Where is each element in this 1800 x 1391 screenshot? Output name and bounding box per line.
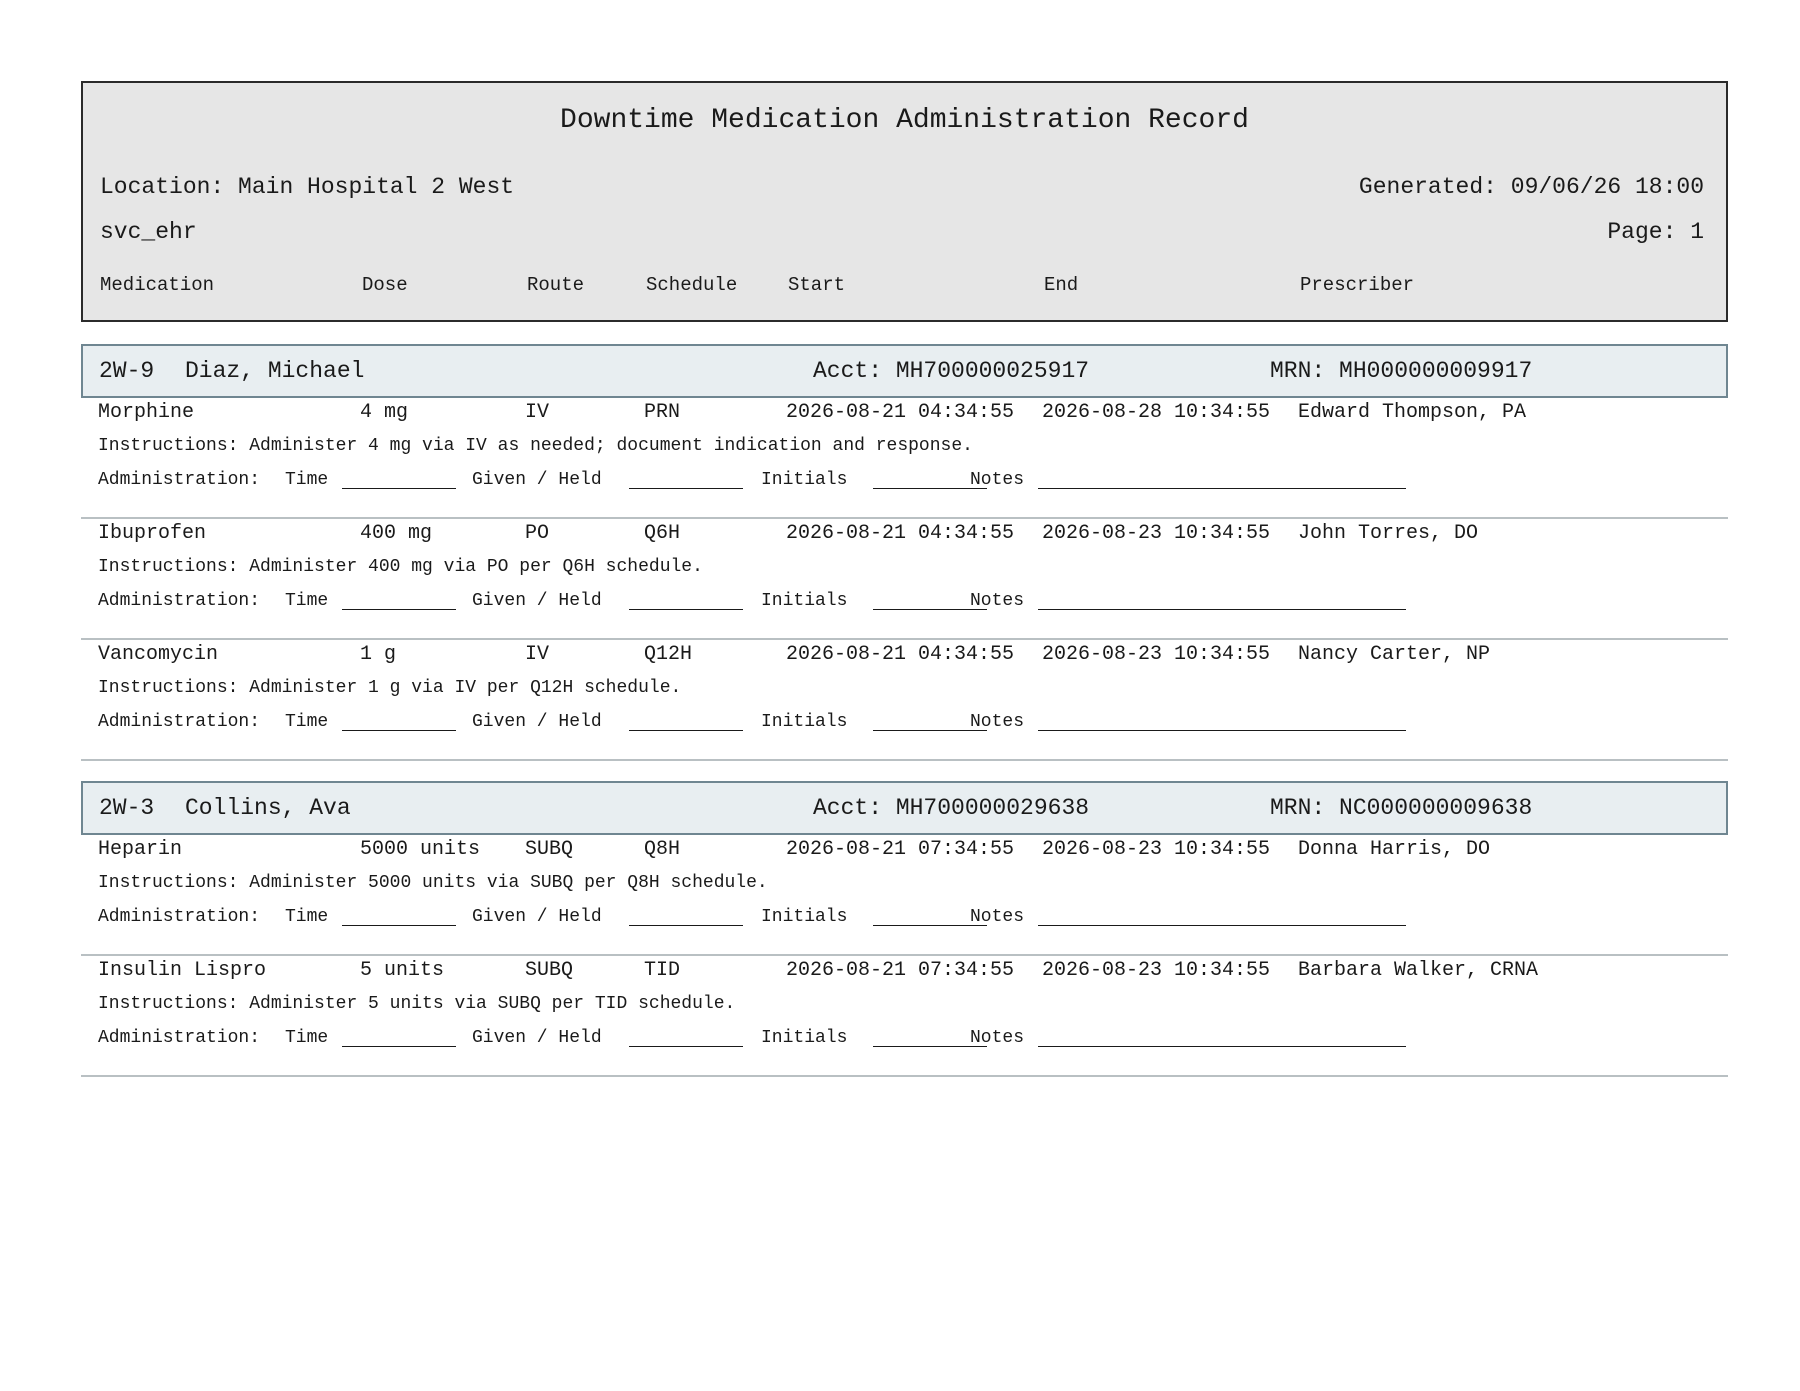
- medication-end: 2026-08-23 10:34:55: [1042, 522, 1271, 545]
- given-held-entry-line[interactable]: [629, 730, 743, 731]
- patient-bed: 2W-9: [99, 358, 155, 384]
- initials-entry-line[interactable]: [873, 609, 987, 610]
- column-header-end: End: [1044, 274, 1079, 296]
- patient-mrn: MRN: NC000000009638: [1270, 795, 1533, 821]
- medication-prescriber: Edward Thompson, PA: [1298, 401, 1527, 424]
- medication-dose: 5000 units: [360, 838, 481, 861]
- medication-end: 2026-08-28 10:34:55: [1042, 401, 1271, 424]
- admin-label: Administration:: [98, 591, 261, 611]
- medication-start: 2026-08-21 07:34:55: [786, 959, 1015, 982]
- notes-label: Notes: [970, 907, 1025, 927]
- mar-page: [81, 81, 1728, 1077]
- patient-section: [81, 344, 1728, 761]
- patient-header: [81, 344, 1728, 398]
- medication-start: 2026-08-21 04:34:55: [786, 643, 1015, 666]
- medication-name: Insulin Lispro: [98, 959, 267, 982]
- given-held-entry-line[interactable]: [629, 1046, 743, 1047]
- column-header-schedule: Schedule: [646, 274, 738, 296]
- medication-prescriber: Barbara Walker, CRNA: [1298, 959, 1539, 982]
- medication-route: IV: [525, 401, 550, 424]
- time-label: Time: [285, 1028, 329, 1048]
- medication-entry: [81, 398, 1728, 519]
- admin-label: Administration:: [98, 712, 261, 732]
- medication-end: 2026-08-23 10:34:55: [1042, 643, 1271, 666]
- admin-label: Administration:: [98, 470, 261, 490]
- column-header-route: Route: [527, 274, 585, 296]
- medication-dose: 4 mg: [360, 401, 409, 424]
- report-title: Downtime Medication Administration Record: [560, 105, 1249, 136]
- given-held-label: Given / Held: [472, 470, 602, 490]
- medication-instructions: Instructions: Administer 400 mg via PO per Q6H schedule.: [98, 557, 703, 577]
- admin-label: Administration:: [98, 1028, 261, 1048]
- patient-account: Acct: MH700000025917: [813, 358, 1090, 384]
- medication-route: SUBQ: [525, 838, 574, 861]
- patient-mrn: MRN: MH000000009917: [1270, 358, 1533, 384]
- medication-entry: [81, 835, 1728, 956]
- notes-label: Notes: [970, 470, 1025, 490]
- given-held-label: Given / Held: [472, 591, 602, 611]
- patient-account: Acct: MH700000029638: [813, 795, 1090, 821]
- patient-list: [81, 344, 1728, 1077]
- patient-name: Diaz, Michael: [185, 358, 365, 384]
- generated-value: 09/06/26 18:00: [1510, 174, 1704, 200]
- medication-instructions: Instructions: Administer 5000 units via SUBQ per Q8H schedule.: [98, 873, 768, 893]
- medication-entry: [81, 640, 1728, 761]
- notes-label: Notes: [970, 712, 1025, 732]
- patient-bed: 2W-3: [99, 795, 155, 821]
- admin-label: Administration:: [98, 907, 261, 927]
- medication-name: Vancomycin: [98, 643, 219, 666]
- column-header-dose: Dose: [362, 274, 408, 296]
- time-entry-line[interactable]: [342, 488, 456, 489]
- time-label: Time: [285, 591, 329, 611]
- notes-entry-line[interactable]: [1038, 609, 1406, 610]
- given-held-entry-line[interactable]: [629, 925, 743, 926]
- generated-line: [1359, 172, 1704, 202]
- time-label: Time: [285, 712, 329, 732]
- medication-dose: 5 units: [360, 959, 445, 982]
- initials-label: Initials: [761, 470, 848, 490]
- location-line: [100, 172, 514, 202]
- medication-prescriber: John Torres, DO: [1298, 522, 1479, 545]
- given-held-label: Given / Held: [472, 712, 602, 732]
- medication-entry: [81, 519, 1728, 640]
- medication-instructions: Instructions: Administer 5 units via SUBQ per TID schedule.: [98, 994, 736, 1014]
- medication-schedule: Q6H: [644, 522, 681, 545]
- report-header: [81, 81, 1728, 322]
- initials-label: Initials: [761, 712, 848, 732]
- given-held-label: Given / Held: [472, 907, 602, 927]
- notes-entry-line[interactable]: [1038, 488, 1406, 489]
- time-entry-line[interactable]: [342, 1046, 456, 1047]
- medication-dose: 400 mg: [360, 522, 433, 545]
- medication-dose: 1 g: [360, 643, 397, 666]
- user-id: svc_ehr: [100, 219, 197, 245]
- medication-instructions: Instructions: Administer 1 g via IV per Q12H schedule.: [98, 678, 682, 698]
- medication-name: Heparin: [98, 838, 183, 861]
- column-header-medication: Medication: [100, 274, 215, 296]
- time-label: Time: [285, 470, 329, 490]
- medication-route: PO: [525, 522, 550, 545]
- time-label: Time: [285, 907, 329, 927]
- patient-name: Collins, Ava: [185, 795, 351, 821]
- notes-label: Notes: [970, 591, 1025, 611]
- medication-name: Morphine: [98, 401, 195, 424]
- medication-entry: [81, 956, 1728, 1077]
- time-entry-line[interactable]: [342, 730, 456, 731]
- time-entry-line[interactable]: [342, 609, 456, 610]
- location-value: Main Hospital 2 West: [238, 174, 515, 200]
- given-held-entry-line[interactable]: [629, 609, 743, 610]
- medication-start: 2026-08-21 04:34:55: [786, 522, 1015, 545]
- medication-route: IV: [525, 643, 550, 666]
- medication-schedule: Q12H: [644, 643, 693, 666]
- page-number: 1: [1690, 219, 1704, 245]
- initials-label: Initials: [761, 1028, 848, 1048]
- medication-route: SUBQ: [525, 959, 574, 982]
- initials-entry-line[interactable]: [873, 488, 987, 489]
- medication-name: Ibuprofen: [98, 522, 207, 545]
- medication-schedule: TID: [644, 959, 681, 982]
- medication-start: 2026-08-21 07:34:55: [786, 838, 1015, 861]
- page-label: Page:: [1607, 219, 1677, 245]
- patient-header: [81, 781, 1728, 835]
- initials-label: Initials: [761, 907, 848, 927]
- medication-prescriber: Donna Harris, DO: [1298, 838, 1491, 861]
- location-label: Location:: [100, 174, 225, 200]
- generated-label: Generated:: [1358, 174, 1497, 200]
- medication-start: 2026-08-21 04:34:55: [786, 401, 1015, 424]
- medication-schedule: PRN: [644, 401, 681, 424]
- medication-schedule: Q8H: [644, 838, 681, 861]
- initials-entry-line[interactable]: [873, 1046, 987, 1047]
- column-header-start: Start: [788, 274, 846, 296]
- initials-entry-line[interactable]: [873, 730, 987, 731]
- notes-entry-line[interactable]: [1038, 925, 1406, 926]
- initials-label: Initials: [761, 591, 848, 611]
- given-held-entry-line[interactable]: [629, 488, 743, 489]
- time-entry-line[interactable]: [342, 925, 456, 926]
- medication-end: 2026-08-23 10:34:55: [1042, 838, 1271, 861]
- notes-entry-line[interactable]: [1038, 730, 1406, 731]
- initials-entry-line[interactable]: [873, 925, 987, 926]
- given-held-label: Given / Held: [472, 1028, 602, 1048]
- notes-label: Notes: [970, 1028, 1025, 1048]
- page-number-line: [1607, 217, 1704, 247]
- column-header-prescriber: Prescriber: [1300, 274, 1415, 296]
- notes-entry-line[interactable]: [1038, 1046, 1406, 1047]
- medication-prescriber: Nancy Carter, NP: [1298, 643, 1491, 666]
- medication-instructions: Instructions: Administer 4 mg via IV as needed; document indication and response.: [98, 436, 973, 456]
- medication-end: 2026-08-23 10:34:55: [1042, 959, 1271, 982]
- patient-section: [81, 781, 1728, 1077]
